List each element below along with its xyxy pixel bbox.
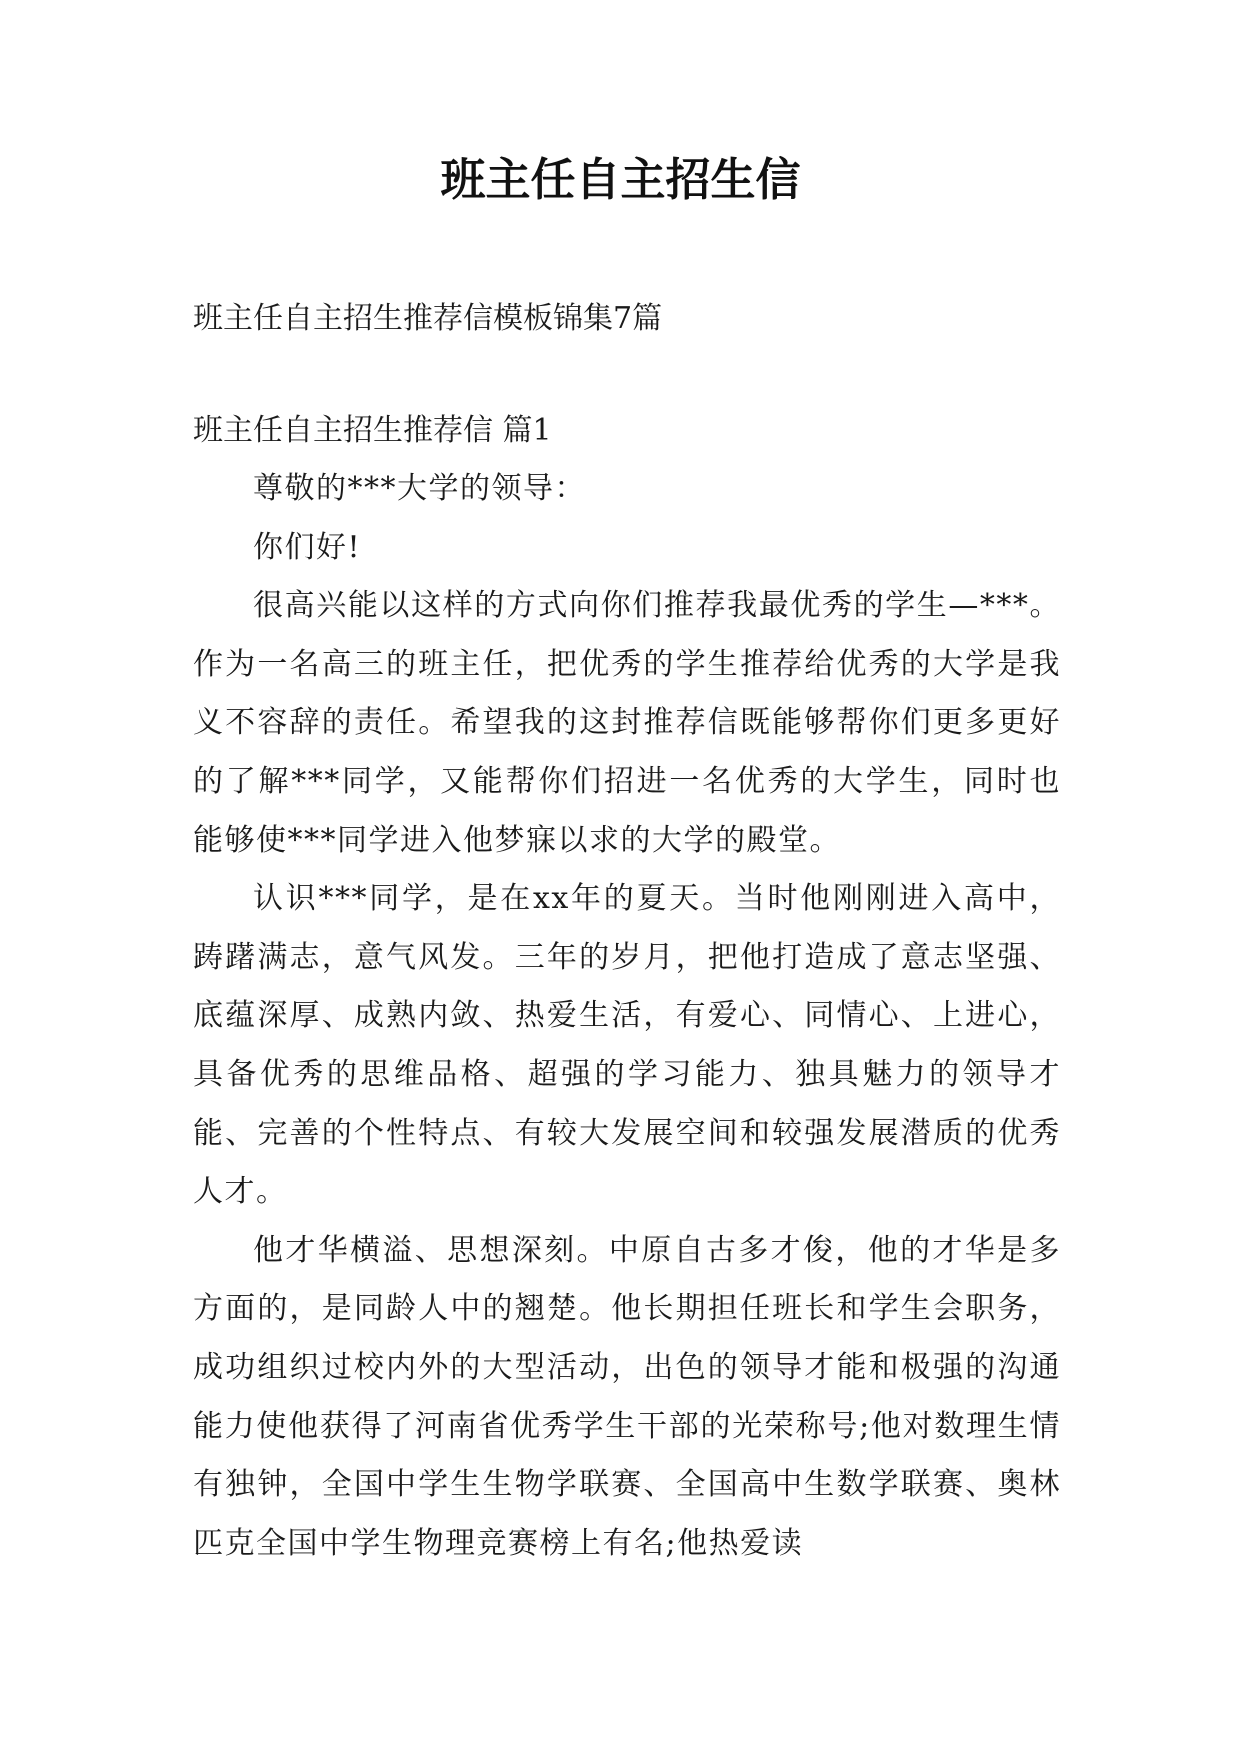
letter-paragraph: 很高兴能以这样的方式向你们推荐我最优秀的学生—***。作为一名高三的班主任，把优秀的学生推荐给优秀的大学是我义不容辞的责任。希望我的这封推荐信既能够帮你们更多更好的了解***同学，又能帮你们招进一名优秀的大学生，同时也能够使***同学进入他梦寐以求的大学的殿堂。 (193, 588, 1061, 858)
letter-paragraph: 认识***同学，是在xx年的夏天。当时他刚刚进入高中，踌躇满志，意气风发。三年的岁月，把他打造成了意志坚强、底蕴深厚、成熟内敛、热爱生活，有爱心、同情心、上进心，具备优秀的思维品格、超强的学习能力、独具魅力的领导才能、完善的个性特点、有较大发展空间和较强发展潜质的优秀人才。 (193, 881, 1061, 1210)
document-subtitle: 班主任自主招生推荐信模板锦集7篇 (193, 301, 663, 336)
letter-greeting: 你们好! (253, 529, 362, 565)
letter-body (193, 460, 1061, 1573)
section-heading: 班主任自主招生推荐信 篇1 (193, 413, 552, 448)
document-title: 班主任自主招生信 (440, 153, 801, 206)
letter-paragraph: 他才华横溢、思想深刻。中原自古多才俊，他的才华是多方面的，是同龄人中的翘楚。他长期担任班长和学生会职务，成功组织过校内外的大型活动，出色的领导才能和极强的沟通能力使他获得了河南省优秀学生干部的光荣称号;他对数理生情有独钟，全国中学生生物学联赛、全国高中生数学联赛、奥林匹克全国中学生物理竞赛榜上有名;他热爱读 (193, 1232, 1061, 1561)
letter-salutation: 尊敬的***大学的领导： (253, 471, 586, 506)
